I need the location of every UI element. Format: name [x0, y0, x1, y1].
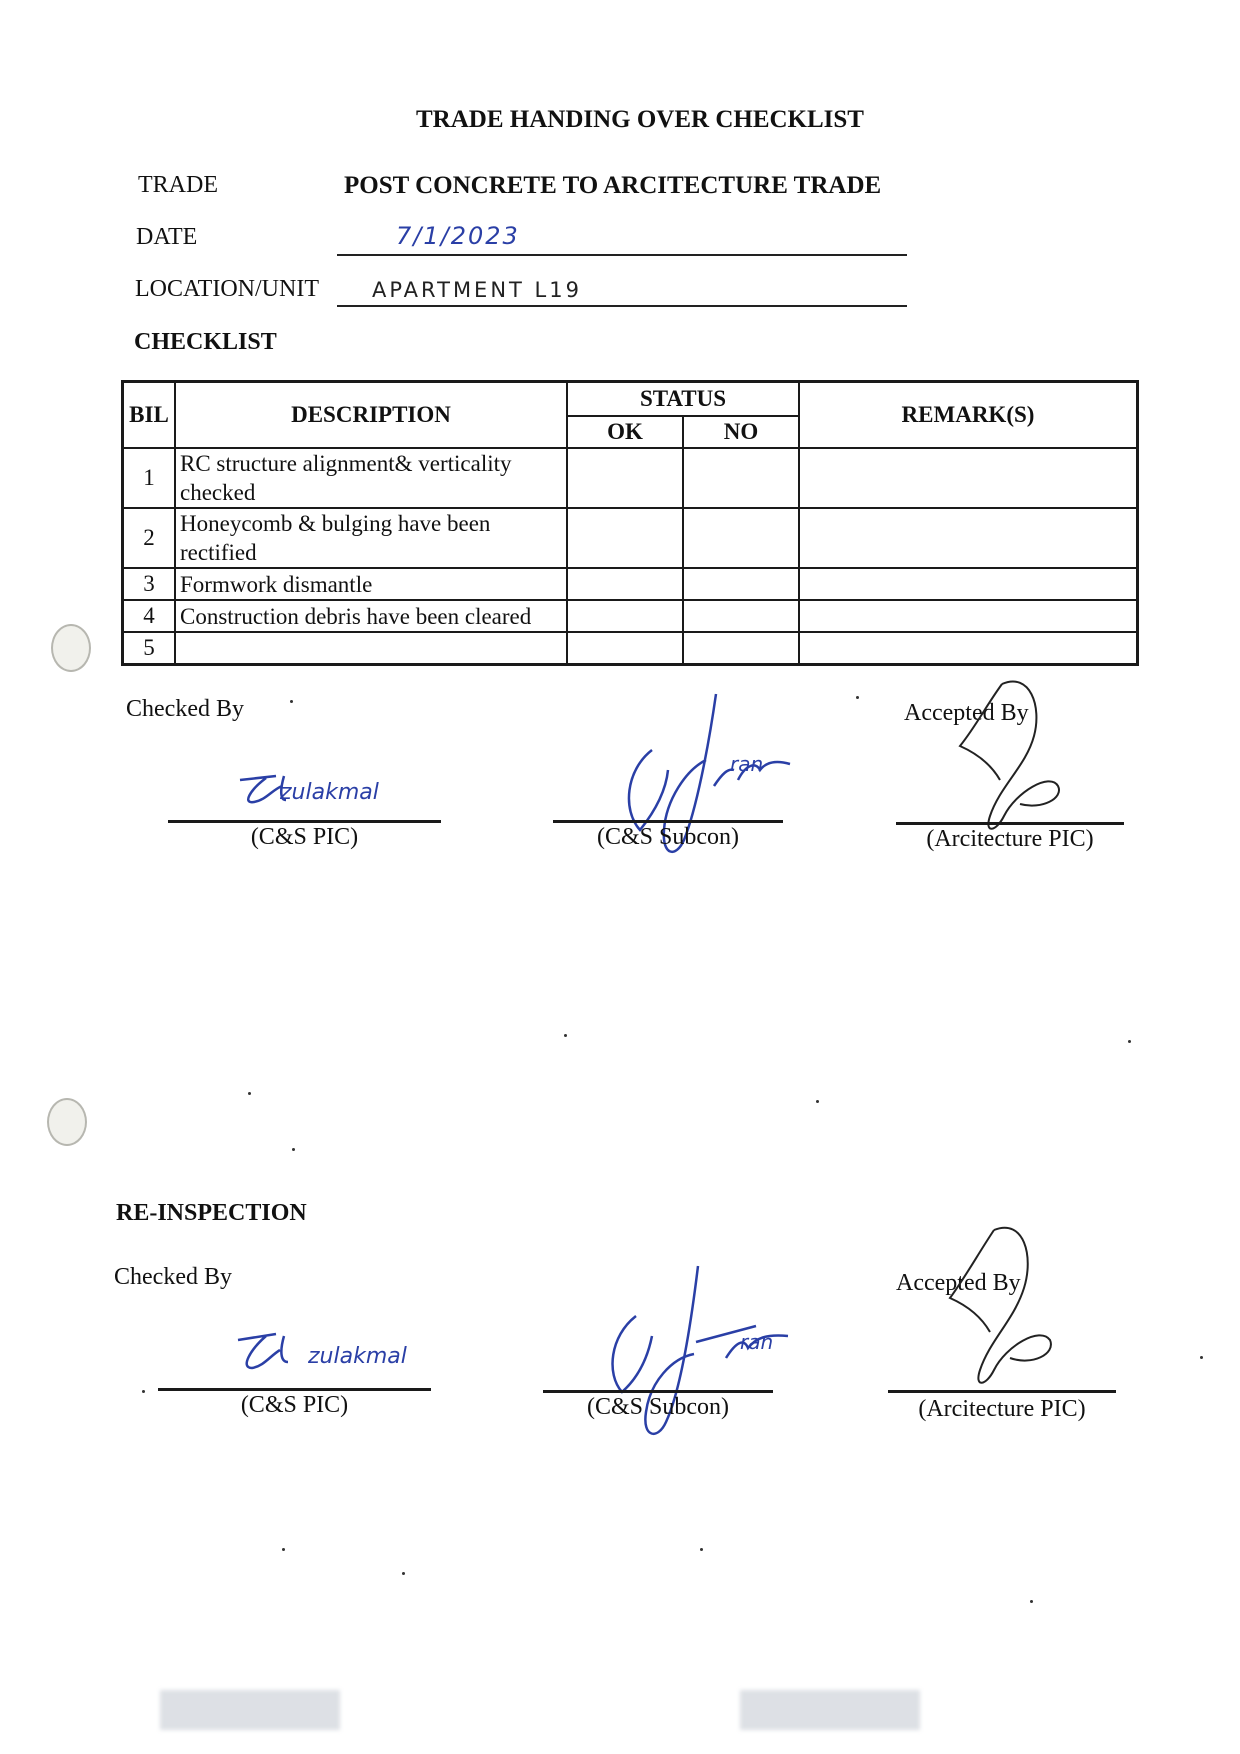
scan-speck [142, 1390, 145, 1393]
row-bil: 5 [123, 632, 176, 665]
signature-line-arch-pic [896, 822, 1124, 825]
date-value[interactable]: 7/1/2023 [396, 222, 520, 250]
table-header-row [123, 382, 1138, 417]
row-no-cell[interactable] [683, 568, 799, 600]
row-no-cell[interactable] [683, 600, 799, 632]
col-status: STATUS [567, 382, 799, 417]
checked-by-label: Checked By [126, 696, 244, 722]
scan-speck [564, 1034, 567, 1037]
scan-speck [290, 700, 293, 703]
col-description: DESCRIPTION [175, 382, 567, 449]
col-remarks: REMARK(S) [799, 382, 1138, 449]
col-no: NO [683, 416, 799, 448]
location-label: LOCATION/UNIT [135, 276, 319, 302]
location-value[interactable]: APARTMENT L19 [372, 278, 582, 302]
row-description [175, 448, 567, 508]
scan-speck [402, 1572, 405, 1575]
reinspection-signature-cs-pic: zulakmal [308, 1344, 407, 1369]
scan-speck [1030, 1600, 1033, 1603]
scan-speck [700, 1548, 703, 1551]
scan-speck [282, 1548, 285, 1551]
col-bil: BIL [123, 382, 176, 449]
row-remarks-cell[interactable] [799, 632, 1138, 665]
row-ok-cell[interactable] [567, 600, 683, 632]
signature-cs-subcon: ran [730, 752, 764, 776]
reinspection-signature-arch-pic-mark [920, 1222, 1070, 1392]
row-bil: 4 [123, 600, 176, 632]
row-remarks-cell[interactable] [799, 508, 1138, 568]
signature-cs-pic: zulakmal [280, 780, 379, 805]
row-description: Formwork dismantle [175, 568, 567, 600]
row-remarks-cell[interactable] [799, 600, 1138, 632]
row-bil: 3 [123, 568, 176, 600]
checklist-table [121, 380, 1139, 666]
form-title: TRADE HANDING OVER CHECKLIST [416, 106, 864, 133]
accepted-by-label: Accepted By [904, 700, 1029, 726]
scan-speck [1128, 1040, 1131, 1043]
row-description-line: RC structure alignment& verticality [180, 451, 512, 476]
row-no-cell[interactable] [683, 632, 799, 665]
row-ok-cell[interactable] [567, 568, 683, 600]
row-bil: 2 [123, 508, 176, 568]
scan-speck [856, 696, 859, 699]
date-label: DATE [136, 224, 198, 250]
reinspection-role-cs-subcon: (C&S Subcon) [586, 1394, 729, 1420]
checklist-heading: CHECKLIST [134, 329, 277, 355]
reinspection-signature-cs-subcon: ran [740, 1330, 774, 1354]
row-description: Construction debris have been cleared [175, 600, 567, 632]
punch-hole-top [51, 624, 91, 672]
reinspection-signature-cs-pic-mark [232, 1328, 306, 1376]
reinspection-checked-by-label: Checked By [114, 1264, 232, 1290]
row-description-line: rectified [180, 540, 257, 565]
reinspection-signature-line-cs-pic [158, 1388, 431, 1391]
reinspection-signature-line-cs-subcon [543, 1390, 773, 1393]
reinspection-role-cs-pic: (C&S PIC) [240, 1392, 349, 1418]
role-cs-pic: (C&S PIC) [250, 824, 359, 850]
table-row [123, 600, 1138, 632]
table-row [123, 568, 1138, 600]
role-arch-pic: (Arcitecture PIC) [926, 826, 1094, 852]
signature-cs-pic-mark [236, 770, 306, 810]
reinspection-signature-line-arch-pic [888, 1390, 1116, 1393]
scan-speck [248, 1092, 251, 1095]
row-description [175, 508, 567, 568]
reinspection-heading: RE-INSPECTION [116, 1200, 307, 1226]
scan-speck [1200, 1356, 1203, 1359]
table-row [123, 632, 1138, 665]
row-no-cell[interactable] [683, 448, 799, 508]
reinspection-accepted-by-label: Accepted By [896, 1270, 1021, 1296]
trade-label: TRADE [138, 172, 218, 198]
row-description-line: Honeycomb & bulging have been [180, 511, 491, 536]
punch-hole-bottom [47, 1098, 87, 1146]
row-no-cell[interactable] [683, 508, 799, 568]
reinspection-role-arch-pic: (Arcitecture PIC) [918, 1396, 1086, 1422]
signature-line-cs-subcon [553, 820, 783, 823]
row-ok-cell[interactable] [567, 448, 683, 508]
scan-speck [292, 1148, 295, 1151]
scan-speck [816, 1100, 819, 1103]
role-cs-subcon: (C&S Subcon) [596, 824, 739, 850]
scan-smudge-right [740, 1690, 920, 1730]
row-description-line: checked [180, 480, 256, 505]
location-underline [337, 305, 907, 307]
scan-smudge-left [160, 1690, 340, 1730]
date-underline [337, 254, 907, 256]
table-row [123, 448, 1138, 508]
table-row [123, 508, 1138, 568]
row-ok-cell[interactable] [567, 508, 683, 568]
row-description [175, 632, 567, 665]
signature-arch-pic-mark [930, 676, 1080, 836]
row-remarks-cell[interactable] [799, 568, 1138, 600]
row-ok-cell[interactable] [567, 632, 683, 665]
row-bil: 1 [123, 448, 176, 508]
trade-value: POST CONCRETE TO ARCITECTURE TRADE [344, 172, 882, 199]
col-ok: OK [567, 416, 683, 448]
row-remarks-cell[interactable] [799, 448, 1138, 508]
signature-line-cs-pic [168, 820, 441, 823]
